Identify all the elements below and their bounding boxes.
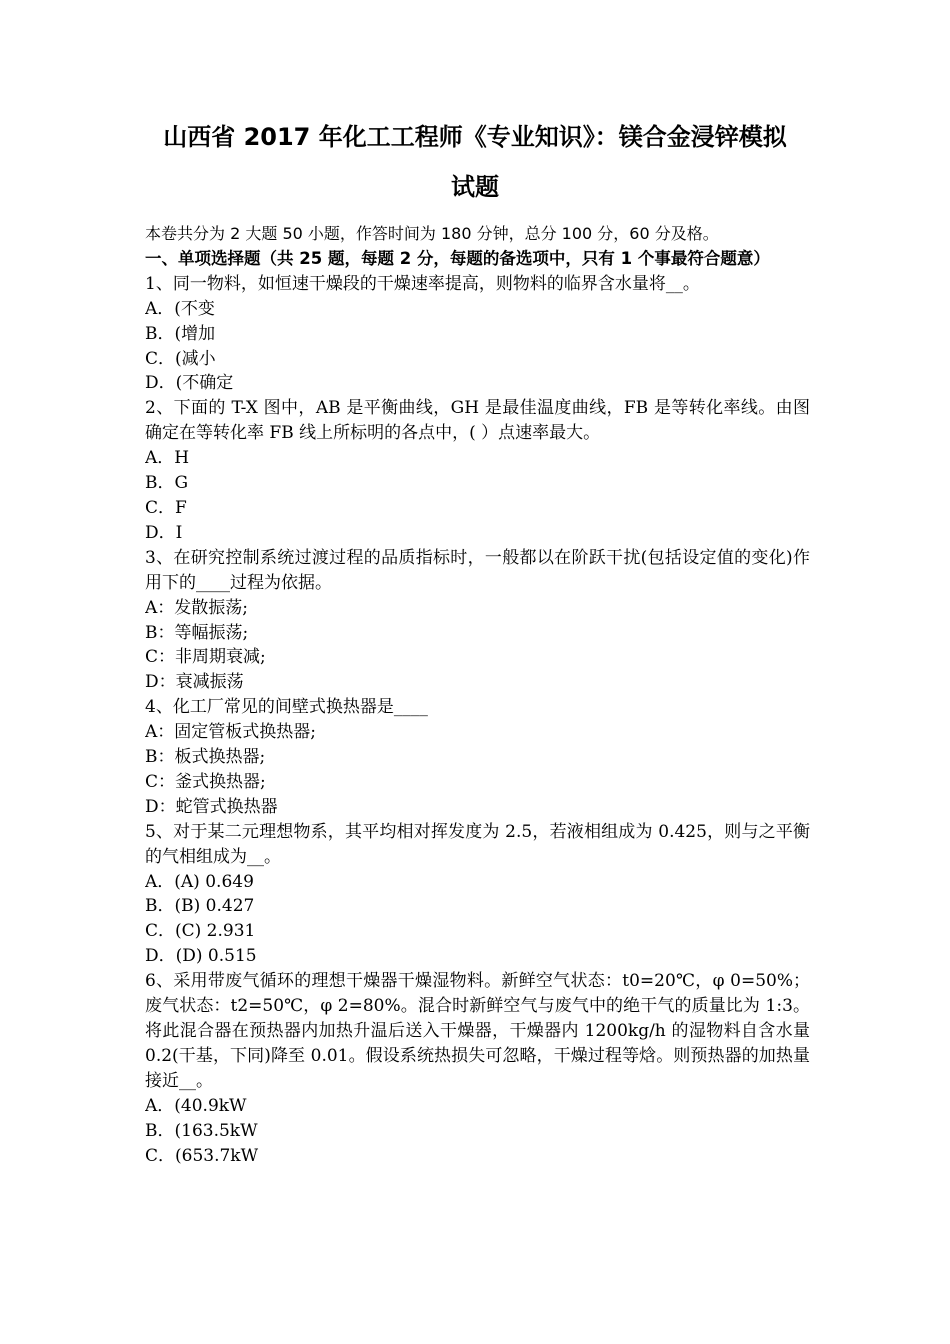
- question-block: [145, 820, 810, 969]
- answer-option: A．(40.9kW: [145, 1095, 247, 1116]
- question-list: [145, 272, 810, 1169]
- answer-option: B：等幅振荡;: [145, 622, 249, 643]
- exam-intro: 本卷共分为 2 大题 50 小题，作答时间为 180 分钟，总分 100 分，60 分及格。: [145, 224, 719, 243]
- section-heading: 一、单项选择题（共 25 题，每题 2 分，每题的备选项中，只有 1 个事最符合题意）: [145, 248, 770, 268]
- document-title-line-1: 山西省 2017 年化工工程师《专业知识》：镁合金浸锌模拟: [163, 123, 787, 151]
- question-stem: 4、化工厂常见的间壁式换热器是____: [145, 697, 428, 718]
- answer-option: B．G: [145, 473, 189, 494]
- answer-option: B．(B) 0.427: [145, 896, 255, 917]
- question-stem: 6、采用带废气循环的理想干燥器干燥湿物料。新鲜空气状态：t0=20℃，φ 0=50%；废气状态：t2=50℃，φ 2=80%。混合时新鲜空气与废气中的绝干气的质量比为 1:3。将此混合器在预热器内加热升温后送入干燥器，干燥器内 1200kg/h 的湿物料自含水量 0.2(干基，下同)降至 0.01。假设系统热损失可忽略，干燥过程等焓。则预热器的加热量接近__。: [145, 971, 810, 1091]
- question-block: [145, 396, 810, 545]
- answer-option: B：板式换热器;: [145, 747, 266, 768]
- question-stem: 3、在研究控制系统过渡过程的品质指标时，一般都以在阶跃干扰(包括设定值的变化)作用下的____过程为依据。: [145, 547, 810, 593]
- question-block: [145, 695, 810, 820]
- answer-option: C：釜式换热器;: [145, 771, 266, 792]
- answer-option: A．(不变: [145, 298, 215, 319]
- answer-option: C．(C) 2.931: [145, 921, 256, 942]
- answer-option: A：发散振荡;: [145, 597, 249, 618]
- question-stem: 2、下面的 T-X 图中，AB 是平衡曲线，GH 是最佳温度曲线，FB 是等转化率线。由图确定在等转化率 FB 线上所标明的各点中，( ）点速率最大。: [145, 398, 810, 444]
- question-block: [145, 969, 810, 1168]
- answer-option: A．(A) 0.649: [145, 871, 254, 892]
- answer-option: C．(653.7kW: [145, 1145, 259, 1166]
- question-stem: 1、同一物料，如恒速干燥段的干燥速率提高，则物料的临界含水量将__。: [145, 273, 700, 294]
- answer-option: D：衰减振荡: [145, 672, 244, 693]
- question-block: [145, 546, 810, 695]
- question-stem: 5、对于某二元理想物系，其平均相对挥发度为 2.5，若液相组成为 0.425，则与之平衡的气相组成为__。: [145, 821, 810, 867]
- answer-option: D：蛇管式换热器: [145, 796, 278, 817]
- answer-option: C．F: [145, 497, 187, 518]
- question-block: [145, 272, 810, 397]
- answer-option: B．(163.5kW: [145, 1120, 258, 1141]
- answer-option: D．I: [145, 522, 183, 543]
- answer-option: B．(增加: [145, 323, 216, 344]
- answer-option: A：固定管板式换热器;: [145, 722, 317, 743]
- answer-option: C：非周期衰减;: [145, 647, 266, 668]
- answer-option: D．(不确定: [145, 373, 234, 394]
- answer-option: D．(D) 0.515: [145, 946, 257, 967]
- answer-option: A．H: [145, 448, 190, 469]
- document-title-line-2: 试题: [451, 173, 499, 201]
- answer-option: C．(减小: [145, 348, 216, 369]
- document-body: [145, 222, 810, 1168]
